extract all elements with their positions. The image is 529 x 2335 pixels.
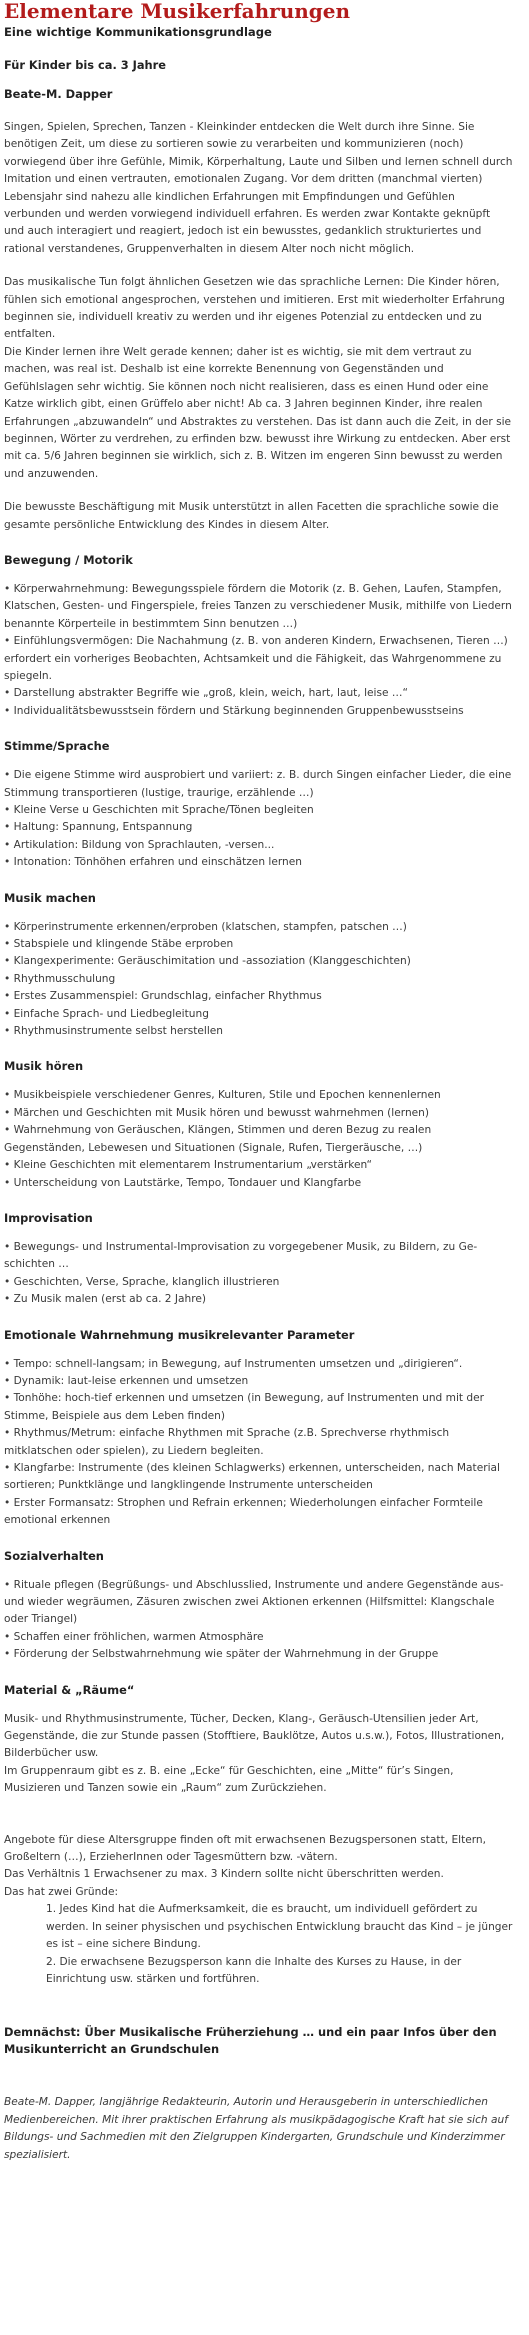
list-item: • Wahrnehmung von Geräuschen, Klängen, Stimmen und deren Bezug zu realen Gegenständen, Lebewesen und Situationen (Signale, Rufen, Tiergeräusche, …) — [4, 1124, 432, 1154]
reason-item: 2. Die erwachsene Bezugsperson kann die Inhalte des Kurses zu Hause, in der Einrichtung usw. stärken und fortführen. — [46, 1955, 462, 1985]
list-item: • Erster Formansatz: Strophen und Refrain erkennen; Wiederholungen einfacher Formteile emotional erkennen — [4, 1496, 483, 1527]
list-item: • Stabspiele und klingende Stäbe erproben — [4, 938, 234, 951]
target-age: Für Kinder bis ca. 3 Jahre — [4, 58, 167, 72]
list-item: • Rhythmus/Metrum: einfache Rhythmen mit Sprache (z.B. Sprechverse rhythmisch mitklatschen oder spielen), zu Liedern begleiten. — [4, 1427, 450, 1457]
list-item: • Haltung: Spannung, Entspannung — [4, 821, 193, 834]
section-musik-machen — [4, 890, 513, 1041]
next-article-teaser: Demnächst: Über Musikalische Früherziehung … und ein paar Infos über den Musikunterricht an Grundschulen — [4, 2025, 497, 2057]
list-item: • Kleine Verse u Geschichten mit Sprache/Tönen begleiten — [4, 804, 314, 816]
intro-paragraph-3: Die Kinder lernen ihre Welt gerade kennen; daher ist es wichtig, sie mit dem vertraut zu machen, was real ist. Deshalb ist eine korrekte Benennung von Gegenständen und Gefühlslagen sehr wichtig. Sie können noch nicht realisieren, dass es einen Hund oder eine Katze wirklich gibt, einen Grüffelo aber nicht! Ab ca. 3 Jahren beginnen Kinder, ihre realen Erfahrungen „abzuwandeln“ und Abstraktes zu verstehen. Das ist dann auch die Zeit, in der sie beginnen, Wörter zu verdrehen, zu erfinden bzw. bewusst ihre Wirkung zu entdecken. Aber erst mit ca. 5/6 Jahren beginnen sie wirklich, sich z. B. Witzen im engeren Sinn bewusst zu werden und anzuwenden. — [4, 345, 512, 480]
section-emotionale-wahrnehmung — [4, 1327, 513, 1530]
page-subtitle: Eine wichtige Kommunikationsgrundlage — [4, 25, 272, 39]
intro-paragraph-2: Das musikalische Tun folgt ähnlichen Gesetzen wie das sprachliche Lernen: Die Kinder hören, fühlen sich emotional angesprochen, verstehen und imitieren. Erst mit wiederholter Erfahrung beginnen sie, individuell kreativ zu werden und ihr eigenes Potenzial zu entdecken und zu entfalten. — [4, 276, 505, 341]
list-item: • Darstellung abstrakter Begriffe wie „groß, klein, weich, hart, laut, leise …“ — [4, 687, 408, 700]
list-item: • Rhythmusschulung — [4, 972, 116, 985]
list-item: • Zu Musik malen (erst ab ca. 2 Jahre) — [4, 1293, 207, 1306]
list-item: • Körperwahrnehmung: Bewegungsspiele fördern die Motorik (z. B. Gehen, Laufen, Stampfen, Klatschen, Gesten- und Fingerspiele, freies Tanzen zu verschiedener Musik, mithilfe von Liedern benannte Körperteile in bestimmtem Sinn benutzen …) — [4, 582, 512, 630]
section-title: Improvisation — [4, 1210, 93, 1225]
list-item: • Klangexperimente: Geräuschimitation und -assoziation (Klanggeschichten) — [4, 955, 411, 968]
section-title: Material & „Räume“ — [4, 1682, 135, 1697]
list-item: • Tempo: schnell-langsam; in Bewegung, auf Instrumenten umsetzen und „dirigieren“. — [4, 1357, 463, 1370]
intro-paragraph-4: Die bewusste Beschäftigung mit Musik unterstützt in allen Facetten die sprachliche sowie die gesamte persönliche Entwicklung des Kindes in diesem Alter. — [4, 501, 499, 531]
list-item: • Dynamik: laut-leise erkennen und umsetzen — [4, 1374, 249, 1387]
list-item: • Intonation: Tönhöhen erfahren und einschätzen lernen — [4, 856, 302, 869]
verhaeltnis-paragraph: Das Verhältnis 1 Erwachsener zu max. 3 Kindern sollte nicht überschritten werden. — [4, 1868, 444, 1881]
list-item: • Tonhöhe: hoch-tief erkennen und umsetzen (in Bewegung, auf Instrumenten und mit der Stimme, Beispiele aus dem Leben finden) — [4, 1392, 485, 1422]
list-item: • Erstes Zusammenspiel: Grundschlag, einfacher Rhythmus — [4, 990, 322, 1003]
list-item: • Bewegungs- und Instrumental-Improvisation zu vorgegebener Musik, zu Bildern, zu Ge-schichten … — [4, 1240, 478, 1271]
section-improvisation — [4, 1210, 513, 1309]
section-bewegung — [4, 552, 513, 720]
list-item: • Körperinstrumente erkennen/erproben (klatschen, stampfen, patschen …) — [4, 920, 407, 933]
list-item: • Einfühlungsvermögen: Die Nachahmung (z. B. von anderen Kindern, Erwachsenen, Tieren …) erfordert ein vorheriges Beobachten, Achtsamkeit und die Fähigkeit, das Wahrgenommene zu spiegeln. — [4, 635, 508, 682]
list-item: • Märchen und Geschichten mit Musik hören und bewusst wahrnehmen (lernen) — [4, 1106, 430, 1119]
section-title: Sozialverhalten — [4, 1548, 104, 1563]
section-title: Bewegung / Motorik — [4, 552, 133, 567]
reason-item: 1. Jedes Kind hat die Aufmerksamkeit, die es braucht, um individuell gefördert zu werden. In seiner physischen und psychischen Entwicklung braucht das Kind – je jünger es ist – eine sichere Bindung. — [46, 1903, 513, 1951]
section-title: Emotionale Wahrnehmung musikrelevanter Parameter — [4, 1327, 355, 1342]
list-item: • Förderung der Selbstwahrnehmung wie später der Wahrnehmung in der Gruppe — [4, 1648, 439, 1661]
gruende-intro: Das hat zwei Gründe: — [4, 1885, 119, 1898]
intro-paragraph-1: Singen, Spielen, Sprechen, Tanzen - Kleinkinder entdecken die Welt durch ihre Sinne. Sie benötigen Zeit, um diese zu sortieren sowie zu verarbeiten und kommunizieren (noch) vorwiegend über ihre Gefühle, Mimik, Körperhaltung, Laute und Silben und lernen schnell durch Imitation und einen vertrauten, emotionalen Zugang. Vor dem dritten (manchmal vierten) Lebensjahr sind nahezu alle kindlichen Erfahrungen mit Empfindungen und Gefühlen verbunden und werden vorwiegend individuell erfahren. Es werden zwar Kontakte geknüpft und auch interagiert und reagiert, jedoch ist ein bewusstes, gedanklich strukturiertes und rational verstandenes, Gruppenverhalten in diesem Alter noch nicht möglich. — [4, 121, 513, 255]
list-item: • Klangfarbe: Instrumente (des kleinen Schlagwerks) erkennen, unterscheiden, nach Material sortieren; Punktklänge und langklingende Instrumente unterscheiden — [4, 1461, 500, 1492]
list-item: • Unterscheidung von Lautstärke, Tempo, Tondauer und Klangfarbe — [4, 1176, 362, 1189]
raum-paragraph: Im Gruppenraum gibt es z. B. eine „Ecke“ für Geschichten, eine „Mitte“ für’s Singen, Musizieren und Tanzen sowie ein „Raum“ zum Zurückziehen. — [4, 1764, 454, 1795]
section-title: Musik machen — [4, 890, 96, 905]
list-item: • Kleine Geschichten mit elementarem Instrumentarium „verstärken“ — [4, 1159, 372, 1172]
list-item: • Die eigene Stimme wird ausprobiert und variiert: z. B. durch Singen einfacher Lieder, die eine Stimmung transportieren (lustige, traurige, erzählende …) — [4, 769, 512, 799]
author-bio: Beate-M. Dapper, langjährige Redakteurin, Autorin und Herausgeberin in unterschiedlichen Medienbereichen. Mit ihrer praktischen Erfahrung als musikpädagogische Kraft hat sie sich auf Bildungs- und Sachmedien mit den Zielgruppen Kindergarten, Grundschule und Kinderzimmer spezialisiert. — [4, 2096, 508, 2161]
list-item: • Einfache Sprach- und Liedbegleitung — [4, 1007, 209, 1020]
section-title: Stimme/Sprache — [4, 739, 110, 754]
list-item: • Geschichten, Verse, Sprache, klanglich illustrieren — [4, 1275, 280, 1288]
list-item: • Individualitätsbewusstsein fördern und Stärkung beginnenden Gruppenbewusstseins — [4, 704, 464, 717]
list-item: • Artikulation: Bildung von Sprachlauten, -versen... — [4, 838, 275, 851]
list-item: • Rhythmusinstrumente selbst herstellen — [4, 1025, 224, 1038]
section-sozialverhalten — [4, 1548, 513, 1664]
section-material-raeume — [4, 1682, 513, 1989]
material-paragraph: Musik- und Rhythmusinstrumente, Tücher, Decken, Klang-, Geräusch-Utensilien jeder Art, Gegenstände, die zur Stunde passen (Stofftiere, Bauklötze, Autos u.s.w.), Fotos, Illustrationen, Bilderbücher usw. — [4, 1712, 505, 1760]
angebote-paragraph: Angebote für diese Altersgruppe finden oft mit erwachsenen Bezugspersonen statt, Eltern, Großeltern (…), ErzieherInnen oder Tagesmüttern bzw. -vätern. — [4, 1833, 487, 1864]
section-musik-hoeren — [4, 1058, 513, 1191]
section-stimme — [4, 738, 513, 871]
list-item: • Rituale pflegen (Begrüßungs- und Abschlusslied, Instrumente und andere Gegenstände aus- und wieder wegräumen, Zäsuren zwischen zwei Aktionen erkennen (Hilfsmittel: Klangschale oder Triangel) — [4, 1578, 504, 1626]
author-name: Beate-M. Dapper — [4, 87, 113, 101]
section-title: Musik hören — [4, 1059, 84, 1074]
list-item: • Musikbeispiele verschiedener Genres, Kulturen, Stile und Epochen kennenlernen — [4, 1089, 441, 1102]
list-item: • Schaffen einer fröhlichen, warmen Atmosphäre — [4, 1630, 264, 1643]
page-title: Elementare Musikerfahrungen — [4, 0, 351, 23]
